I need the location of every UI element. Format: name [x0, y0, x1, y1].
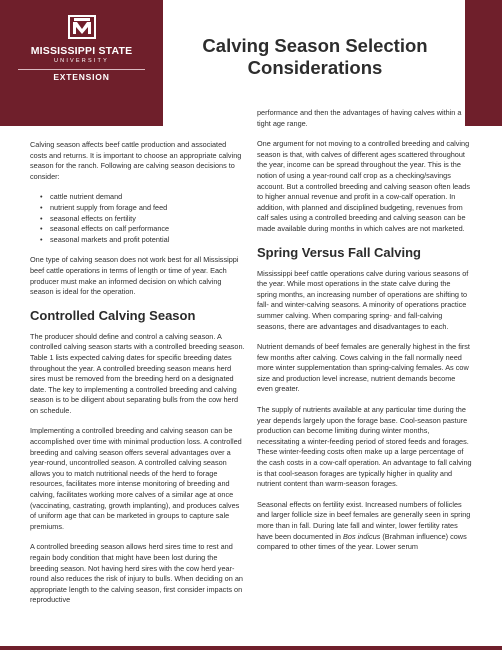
- paragraph: Mississippi beef cattle operations calve during various seasons of the year. While most operations in the state calve during the spring months, an increasing number of operations are shifting to fall- and winter-calving seasons. A minority of operations practice summer calving. When comparing spring- and fall-calving seasons, there are advantages and disadvantages to each.: [257, 268, 469, 331]
- list-item: • seasonal effects on fertility: [40, 214, 245, 225]
- text-span: Seasonal effects on fertility exist. Increased numbers of follicles and larger follicle size in beef females are generally seen in spring more than in fall. During late fall and winter, lower fertility rates have been documented in: [257, 499, 471, 541]
- paragraph: [257, 500, 472, 553]
- bottom-accent-bar: [0, 646, 502, 650]
- brand-sub: UNIVERSITY: [53, 58, 109, 64]
- paragraph: Nutrient demands of beef females are generally highest in the first few months after calving. Cows calving in the fall normally need more winter supplementation than spring-calving females. As cow size and production level increase, nutrient demands become even greater.: [257, 342, 470, 394]
- page-title-line2: Considerations: [247, 57, 383, 78]
- paragraph: The supply of nutrients available at any particular time during the year depends largely upon the forage base. Cool-season pasture production can become limiting during winter months, necessitating a winter-feeding period of stored feeds and forages. These winter-feeding costs often make up a large percentage of the cash costs in a cow-calf operation. An advantage to fall calving is that cool-season forages are typically higher in quality and nutrient content than warm-season forages.: [257, 405, 472, 489]
- brand-block: [0, 0, 163, 126]
- list-item: • seasonal effects on calf performance: [40, 224, 245, 235]
- list-item: • seasonal markets and profit potential: [40, 235, 245, 246]
- paragraph: A controlled breeding season allows herd sires time to rest and regain body condition that might have been lost during the breeding season. Not having herd sires with the cow herd year-round also reduces the risk of injury to bulls. When deciding on an appropriate length to the calving season, first consider impacts on reproductive: [30, 542, 243, 605]
- msu-logo-icon: [67, 14, 97, 40]
- right-column: [257, 108, 472, 563]
- page-title-line1: Calving Season Selection: [202, 35, 428, 56]
- list-item: • nutrient supply from forage and feed: [40, 203, 245, 214]
- paragraph: The producer should define and control a calving season. A controlled calving season starts with a controlled breeding season. Table 1 lists expected calving dates for specific breeding dates throughout the year. A controlled breeding season means herd sires must be removed from the breeding herd on a designated date. The key to implementing a controlled breeding and calving season is to be diligent about separating bulls from the cow herd on schedule.: [30, 331, 245, 415]
- list-item: • cattle nutrient demand: [40, 192, 245, 203]
- section-heading-spring-fall: Spring Versus Fall Calving: [257, 244, 421, 260]
- text-span: (Brahman influence) cows compared to other times of the year. Lower serum: [257, 531, 467, 552]
- brand-unit: EXTENSION: [53, 72, 110, 82]
- paragraph: One type of calving season does not work best for all Mississippi beef cattle operations in terms of length or time of year. Each producer must make an informed decision on which calving season is ideal for the operation.: [30, 255, 239, 297]
- paragraph: One argument for not moving to a controlled breeding and calving season is that, with calves of different ages scattered throughout the year, income can be spread throughout the year. This is the notion of using a year-round calf crop as a checking/savings account. But a controlled breeding and calving season often leads to higher annual revenue and profit in a cow-calf operation. In addition, with planned and disciplined budgeting, revenues from calf sales using a controlled breeding and calving season can be made available during months in which calves are not marketed.: [257, 139, 470, 233]
- page-title: [170, 35, 460, 79]
- section-heading-controlled: Controlled Calving Season: [30, 307, 196, 323]
- species-name: Bos indicus: [343, 531, 381, 541]
- paragraph: Implementing a controlled breeding and calving season can be accomplished over time with minimal production loss. A controlled breeding and calving season offers several advantages over a year-round, uncontrolled season. A controlled calving season allows you to match nutritional needs of the herd to forage resources, facilitates more intense monitoring of breeding and calving, facilitates working more calves of a similar age at once (vaccinating, castrating, growth implanting), and produces calves of uniform age that can be marketed in groups to capture sale premiums.: [30, 426, 242, 531]
- decision-list: [30, 192, 245, 245]
- brand-name: MISSISSIPPI STATE: [30, 45, 133, 57]
- brand-divider: [18, 69, 145, 70]
- paragraph: performance and then the advantages of having calves within a tight age range.: [257, 108, 462, 128]
- left-column: [30, 140, 245, 616]
- intro-paragraph: Calving season affects beef cattle production and associated costs and returns. It is important to choose an appropriate calving season for the ranch. Following are calving season decisions to consider:: [30, 140, 242, 181]
